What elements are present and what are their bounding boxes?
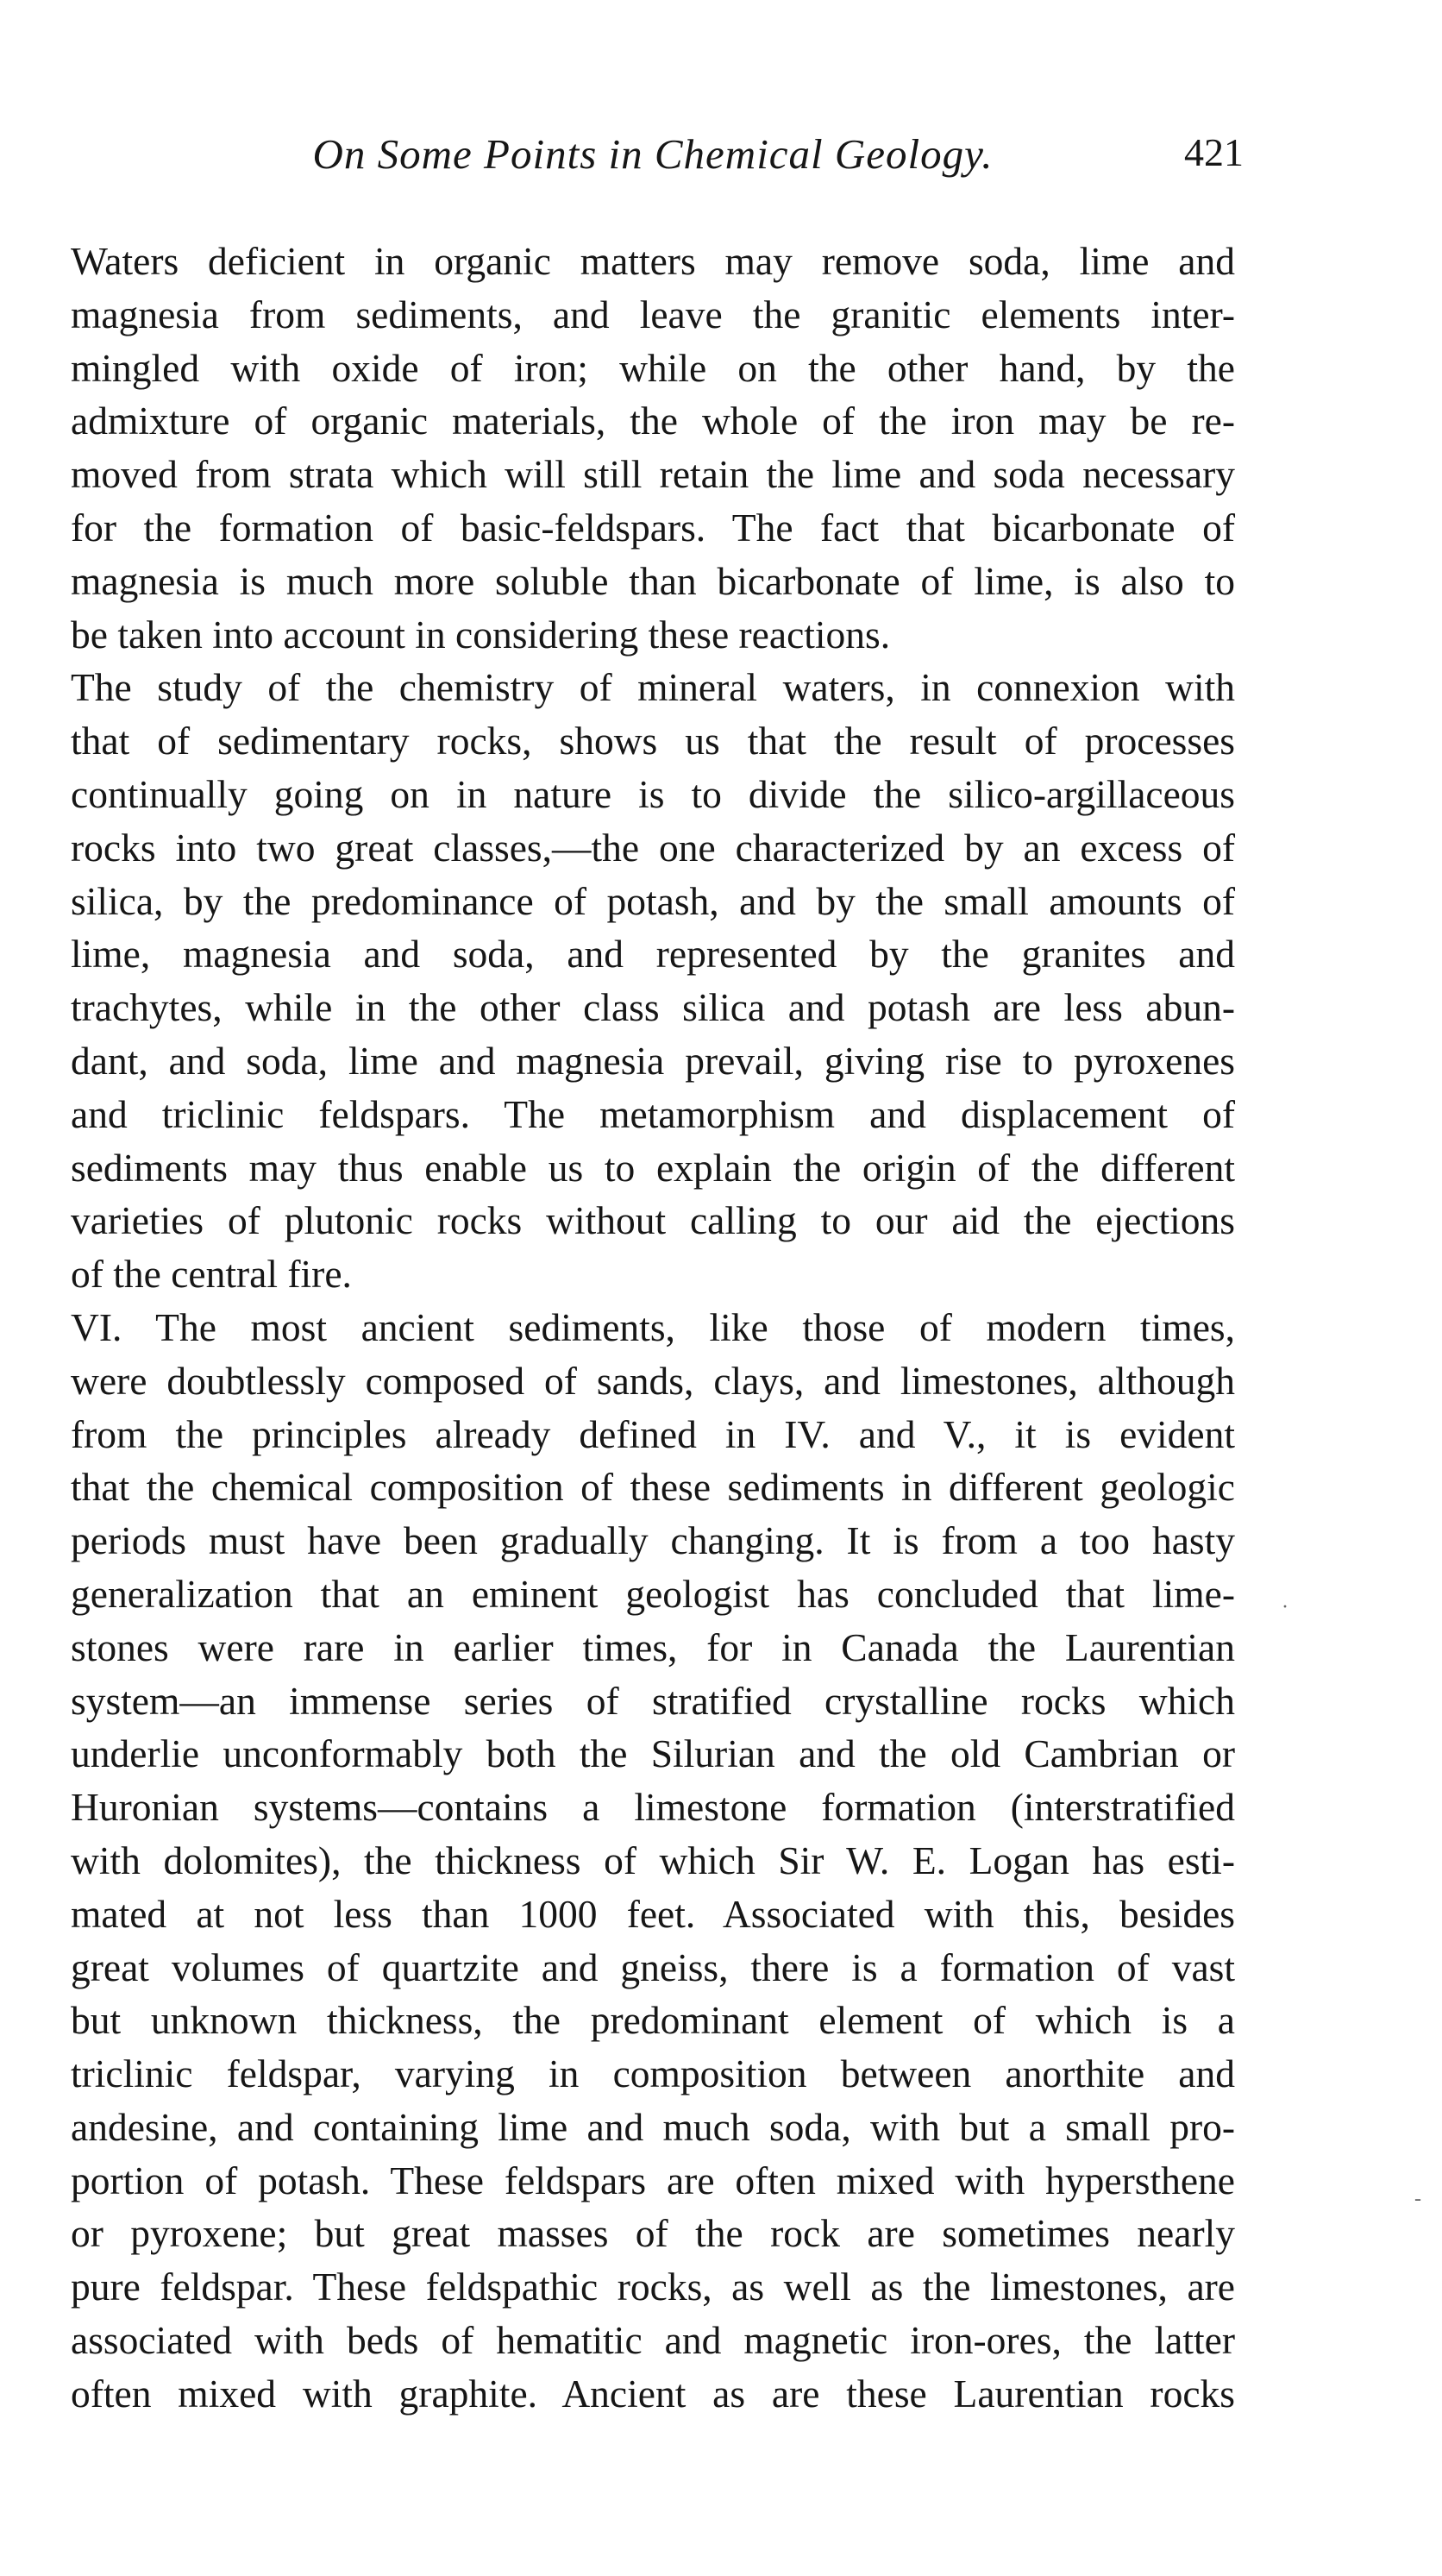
text-line: lime, magnesia and soda, and represented by the granites and xyxy=(71,932,1235,977)
text-line: triclinic feldspar, varying in composition between anorthite and xyxy=(71,2051,1235,2096)
text-line: The study of the chemistry of mineral waters, in connexion with xyxy=(71,665,1235,710)
text-line: andesine, and containing lime and much soda, with but a small pro- xyxy=(71,2104,1235,2149)
text-line: of the central fire. xyxy=(71,1252,352,1297)
text-line: be taken into account in considering these reactions. xyxy=(71,612,891,657)
text-line: magnesia is much more soluble than bicarbonate of lime, is also to xyxy=(71,558,1235,603)
text-line: generalization that an eminent geologist has concluded that lime- xyxy=(71,1571,1235,1616)
text-line: periods must have been gradually changing. It is from a too hasty xyxy=(71,1518,1235,1563)
text-line: were doubtlessly composed of sands, clays, and limestones, although xyxy=(71,1358,1235,1403)
text-line: mated at not less than 1000 feet. Associated with this, besides xyxy=(71,1891,1235,1936)
running-title: On Some Points in Chemical Geology. xyxy=(312,130,994,178)
text-line: great volumes of quartzite and gneiss, there is a formation of vast xyxy=(71,1945,1235,1989)
margin-speck: · xyxy=(1282,1596,1288,1618)
text-line: and triclinic feldspars. The metamorphism and displacement of xyxy=(71,1091,1235,1136)
text-line: stones were rare in earlier times, for in Canada the Laurentian xyxy=(71,1624,1235,1669)
running-header xyxy=(71,129,1244,190)
text-line: silica, by the predominance of potash, and by the small amounts of xyxy=(71,878,1235,923)
text-line: rocks into two great classes,—the one characterized by an excess of xyxy=(71,825,1235,870)
text-line: VI. The most ancient sediments, like those of modern times, xyxy=(71,1304,1235,1349)
text-line: or pyroxene; but great masses of the rock are sometimes nearly xyxy=(71,2211,1235,2256)
text-line: admixture of organic materials, the whole of the iron may be re- xyxy=(71,399,1235,443)
text-line: portion of potash. These feldspars are often mixed with hypersthene xyxy=(71,2158,1235,2202)
book-page xyxy=(71,129,1244,2421)
text-line: dant, and soda, lime and magnesia prevail, giving rise to pyroxenes xyxy=(71,1038,1235,1083)
text-line: moved from strata which will still retain the lime and soda necessary xyxy=(71,452,1235,497)
text-line: mingled with oxide of iron; while on the other hand, by the xyxy=(71,345,1235,390)
text-line: system—an immense series of stratified crystalline rocks which xyxy=(71,1678,1235,1723)
text-line: that the chemical composition of these sediments in different geologic xyxy=(71,1465,1235,1510)
page-number: 421 xyxy=(1184,130,1244,174)
text-line: magnesia from sediments, and leave the granitic elements inter- xyxy=(71,292,1235,336)
paragraph-1 xyxy=(71,235,1235,661)
text-line: with dolomites), the thickness of which Sir W. E. Logan has esti- xyxy=(71,1838,1235,1882)
text-line: varieties of plutonic rocks without calling to our aid the ejections xyxy=(71,1198,1235,1243)
text-line: pure feldspar. These feldspathic rocks, as well as the limestones, are xyxy=(71,2265,1235,2309)
paragraph-2 xyxy=(71,661,1235,1301)
text-line: but unknown thickness, the predominant element of which is a xyxy=(71,1998,1235,2043)
paragraph-3 xyxy=(71,1301,1235,2421)
text-line: sediments may thus enable us to explain the origin of the different xyxy=(71,1145,1235,1190)
text-line: Huronian systems—contains a limestone formation (interstratified xyxy=(71,1785,1235,1830)
text-line: Waters deficient in organic matters may remove soda, lime and xyxy=(71,239,1235,283)
margin-speck: - xyxy=(1414,2188,1421,2210)
text-line: underlie unconformably both the Silurian and the old Cambrian or xyxy=(71,1731,1235,1776)
text-line: from the principles already defined in IV. and V., it is evident xyxy=(71,1411,1235,1456)
text-line: trachytes, while in the other class silica and potash are less abun- xyxy=(71,985,1235,1030)
text-line: continually going on in nature is to divide the silico-argillaceous xyxy=(71,771,1235,816)
text-line: for the formation of basic-feldspars. The fact that bicarbonate of xyxy=(71,505,1235,550)
text-line: associated with beds of hematitic and magnetic iron-ores, the latter xyxy=(71,2318,1235,2363)
text-line: that of sedimentary rocks, shows us that the result of processes xyxy=(71,719,1235,763)
text-line: often mixed with graphite. Ancient as are these Laurentian rocks xyxy=(71,2371,1235,2416)
